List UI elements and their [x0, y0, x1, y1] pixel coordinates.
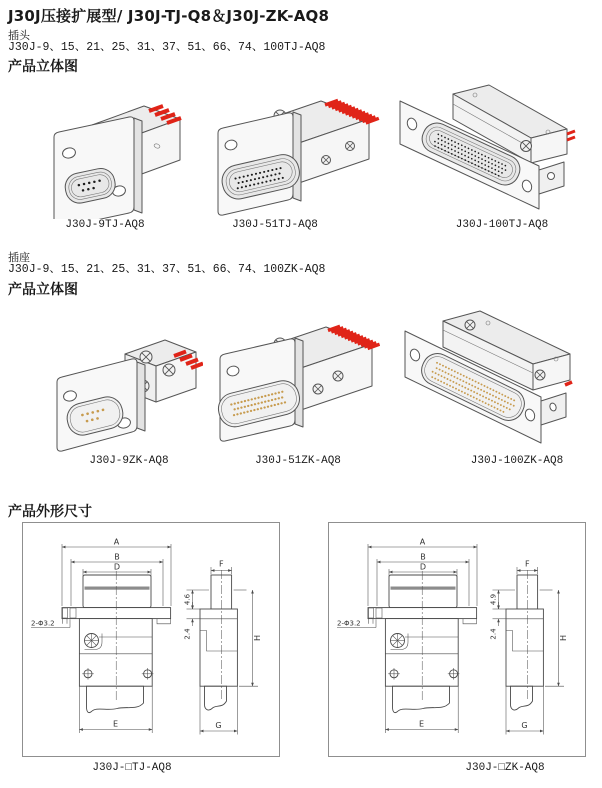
plug-models-list: J30J-9、15、21、25、31、37、51、66、74、100TJ-AQ8: [8, 41, 326, 54]
screw-icon: [535, 370, 545, 380]
cable-hatch: [205, 686, 227, 710]
dim-label-a: A: [113, 537, 120, 547]
dim-label-thick: 2.4: [183, 628, 192, 640]
screw-icon: [322, 156, 331, 165]
plug-type-label: 插头: [8, 29, 30, 42]
connector-3d-9tj: [32, 86, 202, 219]
side-view: [184, 560, 263, 735]
connector-3d-51zk: [200, 310, 380, 455]
mating-face: [83, 575, 151, 608]
body-side: [506, 609, 543, 686]
connector-3d-100zk: [388, 303, 588, 463]
red-pins: [567, 131, 575, 140]
dim-label-step: 4.9: [489, 593, 498, 606]
caption-9tj: J30J-9TJ-AQ8: [65, 219, 145, 231]
dim-label-thick: 2.4: [489, 628, 498, 640]
flange-edge: [137, 362, 145, 431]
dimension-drawing-zk: [329, 523, 585, 756]
screw-icon: [313, 384, 323, 394]
section-3d-view-socket: 产品立体图: [8, 282, 78, 298]
dimension-drawing-zk-box: [328, 522, 586, 757]
dim-label-step: 4.6: [183, 593, 192, 606]
insert-band: [391, 587, 456, 590]
body-side: [200, 609, 237, 686]
foot-hole: [548, 173, 555, 180]
insert-band: [85, 587, 150, 590]
connector-3d-100tj: [383, 82, 590, 222]
dim-label-holes: 2-Φ3.2: [337, 619, 361, 628]
caption-100tj: J30J-100TJ-AQ8: [455, 219, 549, 231]
screw-icon: [465, 320, 475, 330]
dim-label-d: D: [419, 562, 427, 572]
screw-icon: [333, 371, 343, 381]
flange: [54, 117, 134, 219]
page-title: J30J压接扩展型/ J30J-TJ-Q8＆J30J-ZK-AQ8: [8, 7, 330, 25]
screw-icon: [346, 142, 355, 151]
dim-label-h: H: [253, 634, 262, 642]
flange-edge: [134, 118, 142, 213]
section-3d-view-plug: 产品立体图: [8, 59, 78, 75]
caption-51tj: J30J-51TJ-AQ8: [232, 219, 318, 231]
flange-edge: [295, 338, 303, 427]
caption-100zk: J30J-100ZK-AQ8: [470, 455, 564, 467]
dim-label-a: A: [419, 537, 426, 547]
caption-9zk: J30J-9ZK-AQ8: [89, 455, 169, 467]
red-pin: [565, 382, 572, 385]
dim-label-g: G: [521, 721, 528, 730]
dimension-drawing-tj-box: [22, 522, 280, 757]
dim-label-f: F: [524, 559, 530, 569]
screw-icon: [521, 141, 532, 152]
dim-label-e: E: [112, 719, 119, 729]
front-view: [31, 538, 171, 734]
dim-label-holes: 2-Φ3.2: [31, 619, 55, 628]
mating-face: [389, 575, 457, 608]
caption-51zk: J30J-51ZK-AQ8: [255, 455, 341, 467]
caption-dim-tj: J30J-□TJ-AQ8: [92, 762, 172, 774]
side-view: [490, 560, 569, 735]
connector-3d-51tj: [200, 86, 380, 219]
front-view: [337, 538, 477, 734]
dim-label-b: B: [420, 552, 426, 562]
cable-hatch: [511, 686, 533, 710]
dim-label-h: H: [559, 634, 568, 642]
dim-label-d: D: [113, 562, 121, 572]
dimension-drawing-tj: [23, 523, 279, 756]
screw-icon: [163, 364, 175, 376]
dim-label-e: E: [418, 719, 425, 729]
section-dimensions: 产品外形尺寸: [8, 504, 92, 520]
socket-models-list: J30J-9、15、21、25、31、37、51、66、74、100ZK-AQ8: [8, 263, 326, 276]
cable-hatch: [393, 686, 450, 712]
screw-icon: [140, 351, 152, 363]
caption-dim-zk: J30J-□ZK-AQ8: [465, 762, 545, 774]
connector-3d-9zk: [33, 308, 203, 453]
dim-label-b: B: [114, 552, 120, 562]
socket-type-label: 插座: [8, 251, 30, 264]
dim-label-g: G: [215, 721, 222, 730]
dim-label-f: F: [218, 559, 224, 569]
flange-edge: [293, 112, 301, 201]
cable-hatch: [87, 686, 144, 712]
